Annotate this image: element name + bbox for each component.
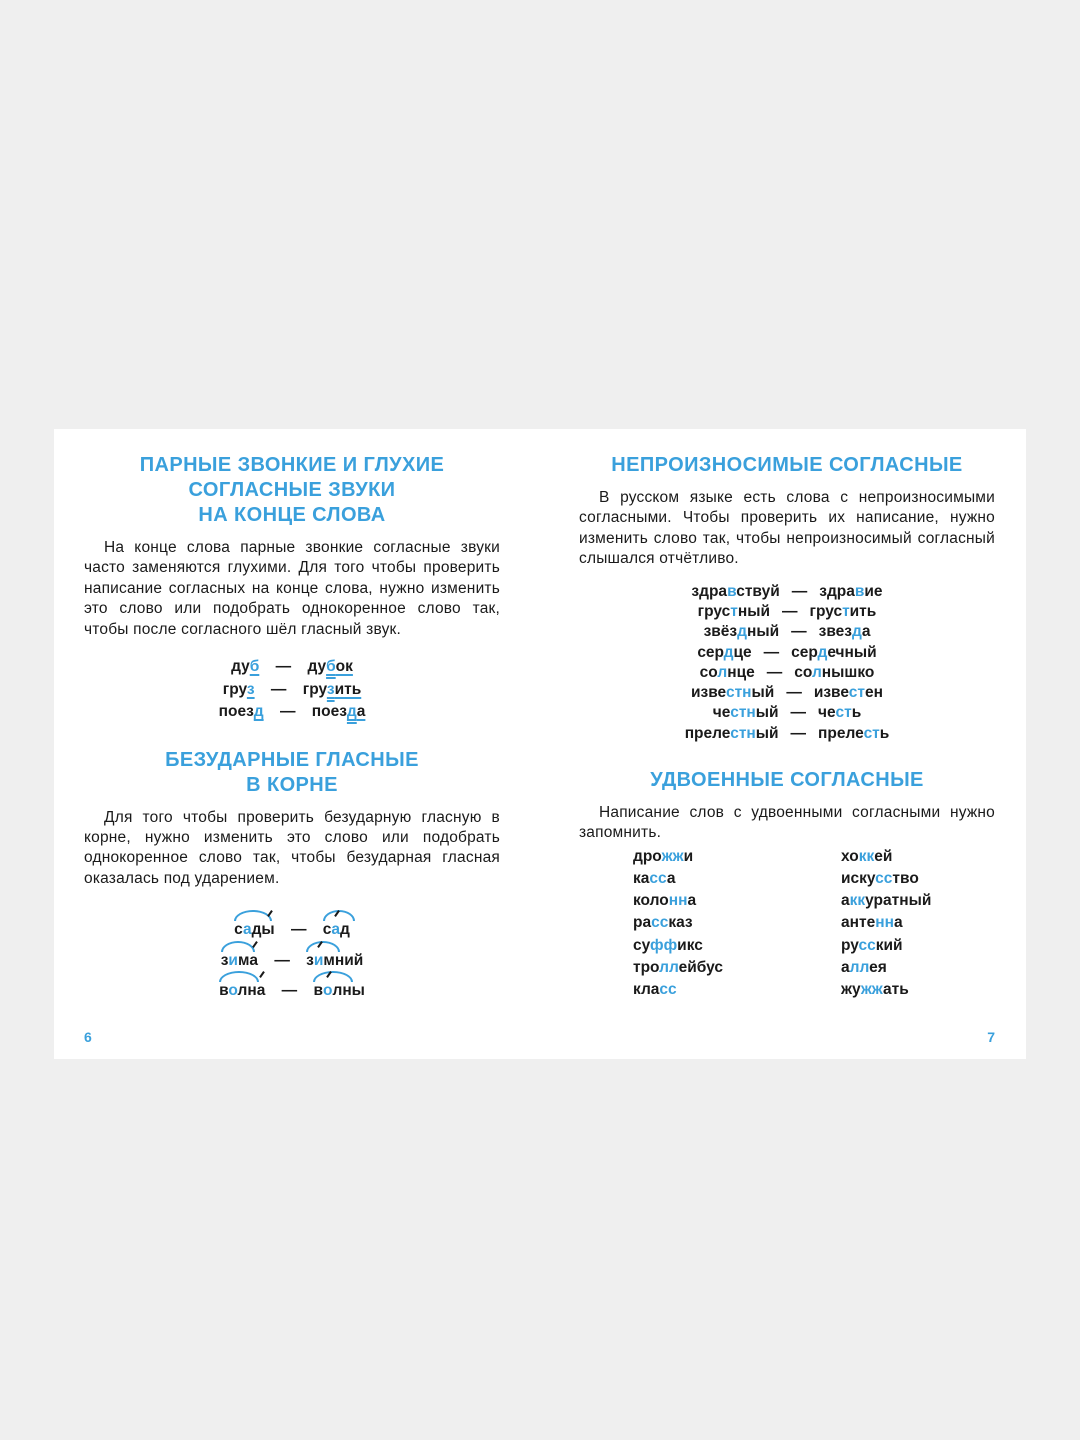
check-word: грустить — [809, 602, 877, 620]
example-word: дуб — [231, 658, 260, 676]
dash: — — [290, 921, 307, 939]
example-pair — [84, 946, 500, 977]
check-word: здравие — [819, 582, 883, 600]
unstressed-examples-list — [84, 915, 500, 1007]
doubled-word: искусство — [841, 870, 919, 888]
doubled-word: аккуратный — [841, 892, 932, 910]
silent-consonants-paragraph: В русском языке есть слова с непроизносимыми согласными. Чтобы проверить их написание, нужно изменить слово так, чтобы непроизносимый согласный слышался отчётливо. — [579, 489, 995, 568]
example-pair — [84, 915, 500, 946]
dash: — — [270, 680, 287, 698]
paired-consonants-paragraph: На конце слова парные звонкие согласные звуки часто заменяются глухими. Для того чтобы проверить написание согласных на конце слова, нужно изменить это слово или подобрать однокоренное слово так, чтобы после согласного шёл гласный звук. — [84, 539, 500, 638]
doubled-word: суффикс — [633, 936, 703, 954]
check-word: известен — [813, 684, 883, 702]
heading-line: НЕПРОИЗНОСИМЫЕ СОГЛАСНЫЕ — [611, 454, 963, 476]
unstressed-vowels-paragraph: Для того чтобы проверить безударную гласную в корне, нужно изменить это слово или подобрать однокоренное слово так, чтобы безударная гласная оказалась под ударением. — [84, 808, 500, 887]
example-pair — [579, 683, 995, 703]
check-word: звезда — [818, 623, 871, 641]
doubled-word: жужжать — [841, 981, 909, 999]
example-word: сердце — [697, 643, 752, 661]
example-word: волна — [219, 976, 265, 1007]
heading-silent-consonants — [579, 453, 995, 478]
doubled-word: касса — [633, 870, 676, 888]
check-word: волны — [313, 976, 364, 1007]
example-word: грустный — [697, 602, 770, 620]
check-word: зимний — [306, 946, 363, 977]
example-pair — [579, 602, 995, 622]
example-pair — [579, 582, 995, 602]
check-word: солнышко — [794, 663, 875, 681]
example-word: груз — [222, 680, 255, 698]
page-number: 7 — [987, 1029, 995, 1045]
check-word: дубок — [307, 658, 353, 676]
doubled-consonants-paragraph: Написание слов с удвоенными согласными нужно запомнить. — [579, 804, 995, 842]
paired-examples-list — [84, 656, 500, 724]
dash: — — [790, 724, 807, 742]
heading-line: УДВОЕННЫЕ СОГЛАСНЫЕ — [650, 769, 924, 791]
check-word: поезда — [311, 703, 366, 721]
dash: — — [791, 623, 807, 641]
page-number: 6 — [84, 1029, 92, 1045]
example-pair — [84, 656, 500, 679]
dash: — — [763, 643, 780, 661]
heading-line: НА КОНЦЕ СЛОВА — [198, 504, 386, 526]
example-word: прелестный — [684, 724, 779, 742]
dash: — — [275, 658, 292, 676]
book-spread — [54, 429, 1026, 1059]
check-word: прелесть — [818, 724, 890, 742]
dash: — — [786, 684, 802, 702]
silent-examples-list — [579, 582, 995, 744]
heading-doubled-consonants — [579, 768, 995, 793]
example-pair — [84, 679, 500, 702]
check-word: сердечный — [791, 643, 877, 661]
example-word: солнце — [699, 663, 755, 681]
example-pair — [579, 724, 995, 744]
check-word: сад — [323, 915, 350, 946]
heading-line: СОГЛАСНЫЕ ЗВУКИ — [188, 479, 396, 501]
example-pair — [579, 703, 995, 723]
dash: — — [279, 703, 296, 721]
dash: — — [791, 582, 808, 600]
doubled-word: троллейбус — [633, 958, 724, 976]
heading-line: БЕЗУДАРНЫЕ ГЛАСНЫЕ — [165, 748, 419, 771]
doubled-word: колонна — [633, 892, 697, 910]
example-word: звёздный — [703, 623, 780, 641]
example-pair — [84, 976, 500, 1007]
dash: — — [781, 602, 798, 620]
heading-unstressed-vowels — [84, 748, 500, 798]
example-word: поезд — [218, 703, 264, 721]
example-word: зима — [221, 946, 258, 977]
check-word: грузить — [302, 680, 362, 698]
example-word: известный — [690, 684, 775, 702]
heading-line: В КОРНЕ — [246, 773, 338, 796]
example-pair — [579, 663, 995, 683]
dash: — — [766, 663, 783, 681]
doubled-word: русский — [841, 936, 903, 954]
example-pair — [84, 701, 500, 724]
example-word: здравствуй — [691, 582, 780, 600]
dash: — — [274, 951, 290, 969]
doubled-word: дрожжи — [633, 847, 694, 865]
doubled-word: рассказ — [633, 914, 693, 932]
example-word: честный — [712, 704, 779, 722]
doubled-word: хоккей — [841, 847, 893, 865]
right-page — [579, 429, 995, 1059]
example-word: сады — [234, 915, 275, 946]
example-pair — [579, 622, 995, 642]
doubled-word: аллея — [841, 958, 887, 976]
heading-paired-consonants — [84, 453, 500, 528]
dash: — — [790, 704, 807, 722]
example-pair — [579, 643, 995, 663]
doubled-word: класс — [633, 981, 677, 999]
dash: — — [281, 982, 298, 1000]
left-page — [84, 429, 500, 1059]
check-word: честь — [818, 704, 862, 722]
heading-line: ПАРНЫЕ ЗВОНКИЕ И ГЛУХИЕ — [139, 454, 445, 476]
doubled-word: антенна — [841, 914, 903, 932]
doubled-words-grid — [633, 846, 995, 1001]
